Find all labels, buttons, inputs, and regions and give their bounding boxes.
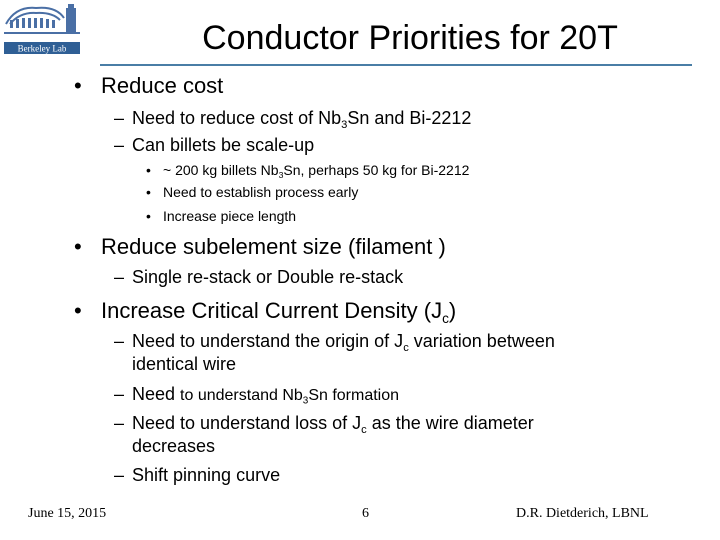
bullet-reduce-cost-nb3sn: Need to reduce cost of $Nb_3Sn$ and Bi-2212 — [132, 108, 472, 131]
dash-mark: – — [114, 108, 125, 128]
dash-mark: – — [114, 267, 125, 287]
bullet-restack: Single re-stack or Double re-stack — [132, 267, 404, 287]
bullet-scale-up: Can billets be scale-up — [132, 135, 315, 155]
page-title: Conductor Priorities for 20T — [202, 19, 618, 57]
logo-text: Berkeley Lab — [17, 43, 67, 54]
dash-mark: – — [114, 413, 125, 433]
dash-mark: – — [114, 384, 125, 404]
bullet-establish-process: Need to establish process early — [163, 184, 359, 200]
bullet-jc-loss: Need to understand loss of $J_c$ as the wire diameter — [132, 413, 534, 436]
bullet-pinning-curve: Shift pinning curve — [132, 465, 281, 485]
bullet-billets: ~ 200 kg billets $Nb_3Sn$, perhaps 50 kg for Bi-2212 — [163, 162, 470, 181]
bullet-mark: • — [146, 208, 151, 224]
berkeley-lab-logo — [2, 2, 82, 56]
bullet-increase-jc: Increase Critical Current Density $(J_c)$ — [101, 298, 457, 326]
footer-date: June 15, 2015 — [28, 506, 107, 521]
bullet-reduce-cost: Reduce cost — [101, 73, 224, 98]
dash-mark: – — [114, 465, 125, 485]
dash-mark: – — [114, 331, 125, 351]
page-number: 6 — [362, 506, 369, 521]
bullet-jc-origin: Need to understand the origin of $J_c$ variation between — [132, 331, 555, 354]
bullet-mark: • — [146, 162, 151, 178]
bullet-mark: • — [74, 234, 82, 259]
bullet-jc-loss-cont: decreases — [132, 436, 216, 456]
bullet-mark: • — [74, 298, 82, 323]
bullet-jc-origin-cont: identical wire — [132, 354, 237, 374]
footer-author: D.R. Dietderich, LBNL — [516, 506, 649, 521]
bullet-nb3sn-formation: Need to understand $Nb_3Sn$ formation — [132, 384, 400, 407]
dash-mark: – — [114, 135, 125, 155]
bullet-piece-length: Increase piece length — [163, 208, 297, 224]
bullet-reduce-subelement: Reduce subelement size (filament ) — [101, 234, 446, 259]
bullet-mark: • — [146, 184, 151, 200]
title-divider — [100, 64, 692, 66]
bullet-mark: • — [74, 73, 82, 98]
